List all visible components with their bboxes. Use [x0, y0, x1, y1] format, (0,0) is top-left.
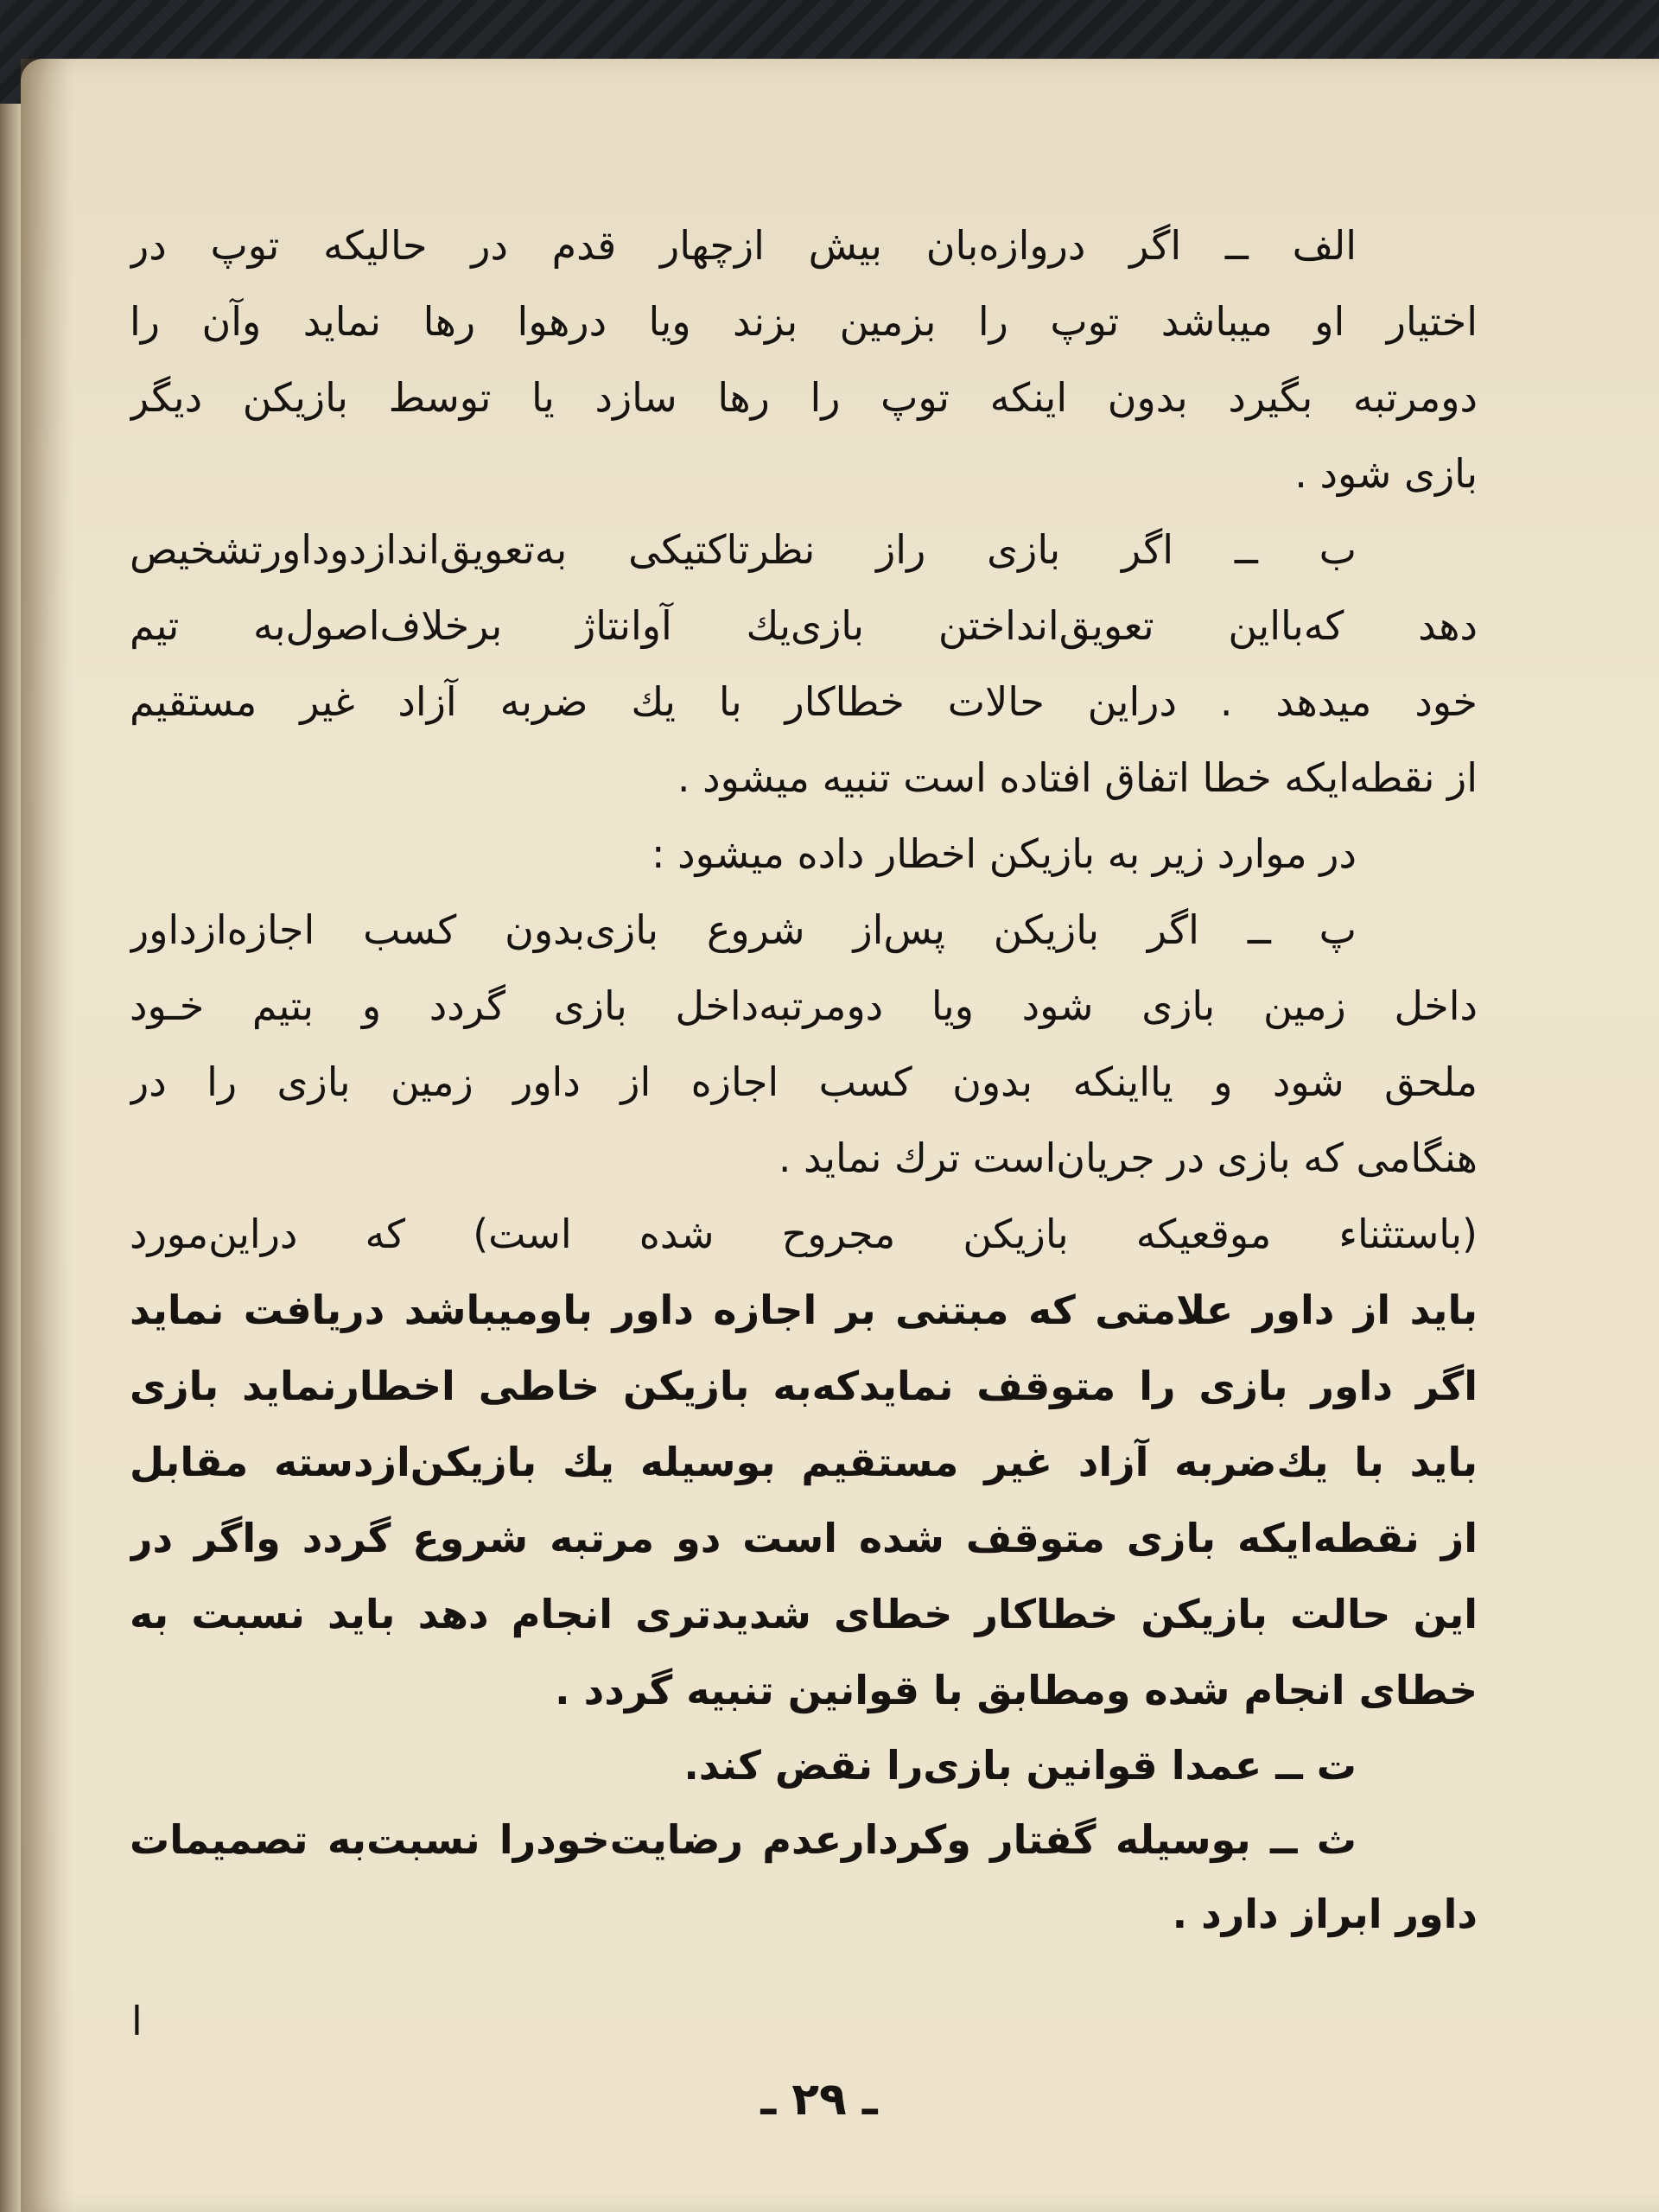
text-line: خود میدهد . دراین حالات خطاکار با یك ضربه آزاد غیر مستقیم: [130, 678, 1478, 725]
page-gutter-shadow: [21, 59, 73, 2212]
text-line: اگر داور بازی را متوقف نماید‌که‌به بازیکن خاطی اخطارنماید بازی: [130, 1363, 1478, 1409]
text-line: در موارد زیر به بازیکن اخطار داده میشود :: [651, 830, 1357, 877]
text-line: بازی شود .: [1294, 450, 1478, 497]
text-line: از نقطه‌ایکه بازی متوقف شده است دو مرتبه شروع گردد واگر در: [130, 1515, 1478, 1561]
text-line: دومرتبه بگیرد بدون اینکه توپ را رها سازد یا توسط بازیکن دیگر: [130, 374, 1478, 421]
text-line: ب ــ اگر بازی راز نظرتاکتیکی به‌تعویق‌اندازدوداورتشخیص: [130, 526, 1357, 573]
text-line: پ ــ اگر بازیکن پس‌از شروع بازی‌بدون کسب اجازه‌ازداور: [130, 906, 1357, 953]
text-line: هنگامی که بازی در جریان‌است ترك نماید .: [778, 1135, 1478, 1181]
text-line: داور ابراز دارد .: [1172, 1891, 1478, 1937]
text-line: اختیار او میباشد توپ را بزمین بزند ویا درهوا رها نماید وآن را: [130, 298, 1478, 345]
page-number: ـ ۲۹ ـ: [760, 2074, 878, 2126]
text-line: الف ــ اگر دروازه‌بان بیش ازچهار قدم در حالیکه توپ در: [130, 222, 1357, 269]
page-text: [130, 207, 1478, 1951]
text-line: باید با یك‌ضربه آزاد غیر مستقیم بوسیله یك بازیکن‌ازدسته مقابل: [130, 1439, 1478, 1485]
text-line: خطای انجام شده ومطابق با قوانین تنبیه گردد .: [555, 1667, 1478, 1713]
text-line: ت ــ عمدا قوانین بازی‌را نقض کند.: [683, 1742, 1357, 1789]
text-line: داخل زمین بازی شود ویا دومرتبه‌داخل بازی گردد و بتیم خـود: [130, 982, 1478, 1029]
text-line: ث ــ بوسیله گفتار وکردارعدم رضایت‌خودرا نسبت‌به تصمیمات: [130, 1816, 1357, 1863]
margin-mark: ا: [131, 1998, 143, 2044]
text-line: باید از داور علامتی که مبتنی بر اجازه داور باومیباشد دریافت نماید: [130, 1287, 1478, 1333]
text-line: دهد که‌بااین تعویق‌انداختن بازی‌یك آوانتاژ برخلاف‌اصول‌به تیم: [130, 602, 1478, 649]
text-line: از نقطه‌ایکه خطا اتفاق افتاده است تنبیه میشود .: [677, 754, 1478, 801]
text-line: این حالت بازیکن خطاکار خطای شدیدتری انجام دهد باید نسبت به: [130, 1591, 1478, 1637]
text-line: (باستثناء موقعیکه بازیکن مجروح شده است) که دراین‌مورد: [130, 1211, 1478, 1257]
text-line: ملحق شود و یااینکه بدون کسب اجازه از داور زمین بازی را در: [130, 1058, 1478, 1105]
